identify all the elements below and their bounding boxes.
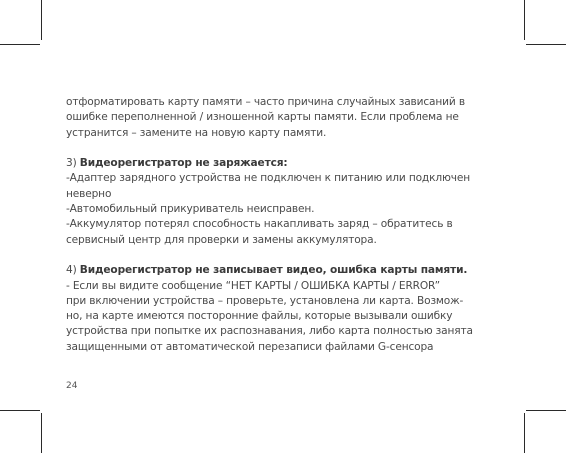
paragraph-spacer — [66, 141, 496, 156]
crop-mark-top-right-horizontal — [526, 44, 566, 45]
page-number: 24 — [66, 381, 78, 391]
page-content — [66, 95, 496, 355]
section-heading — [66, 156, 496, 171]
section-number: 4) — [66, 264, 80, 277]
crop-mark-bottom-left-horizontal — [0, 410, 40, 411]
intro-paragraph — [66, 95, 496, 141]
crop-mark-top-right-vertical — [524, 0, 525, 40]
crop-mark-top-left-vertical — [41, 0, 42, 40]
crop-mark-bottom-right-horizontal — [526, 410, 566, 411]
text-line: - Если вы видите сообщение “НЕТ КАРТЫ / ОШИБКА КАРТЫ / ERROR” — [66, 279, 440, 292]
crop-mark-bottom-right-vertical — [524, 413, 525, 453]
text-line: защищенными от автоматической перезаписи файлами G-сенсора — [66, 340, 434, 353]
text-line: при включении устройства – проверьте, установлена ли карта. Возмож- — [66, 294, 464, 307]
crop-mark-top-left-horizontal — [0, 44, 40, 45]
text-line: устранится – замените на новую карту памяти. — [66, 126, 327, 139]
text-line: устройства при попытке их распознавания, либо карта полностью занята — [66, 325, 473, 338]
text-line: ошибке переполненной / изношенной карты памяти. Если проблема не — [66, 111, 459, 124]
text-line: -Автомобильный прикуриватель неисправен. — [66, 203, 315, 216]
crop-mark-bottom-left-vertical — [41, 413, 42, 453]
section-4 — [66, 263, 496, 355]
paragraph-spacer — [66, 248, 496, 263]
text-line: -Адаптер зарядного устройства не подключен к питанию или подключен — [66, 172, 470, 185]
text-line: отформатировать карту памяти – часто причина случайных зависаний в — [66, 96, 465, 108]
section-heading — [66, 263, 496, 278]
section-title: Видеорегистратор не записывает видео, ошибка карты памяти. — [79, 264, 468, 277]
text-line: сервисный центр для проверки и замены аккумулятора. — [66, 233, 377, 246]
text-line: но, на карте имеются посторонние файлы, которые вызывали ошибку — [66, 310, 453, 323]
text-line: -Аккумулятор потерял способность накапливать заряд – обратитесь в — [66, 218, 453, 231]
section-title: Видеорегистратор не заряжается: — [79, 157, 288, 170]
section-number: 3) — [66, 157, 80, 170]
text-line: неверно — [66, 187, 112, 200]
section-3 — [66, 156, 496, 248]
